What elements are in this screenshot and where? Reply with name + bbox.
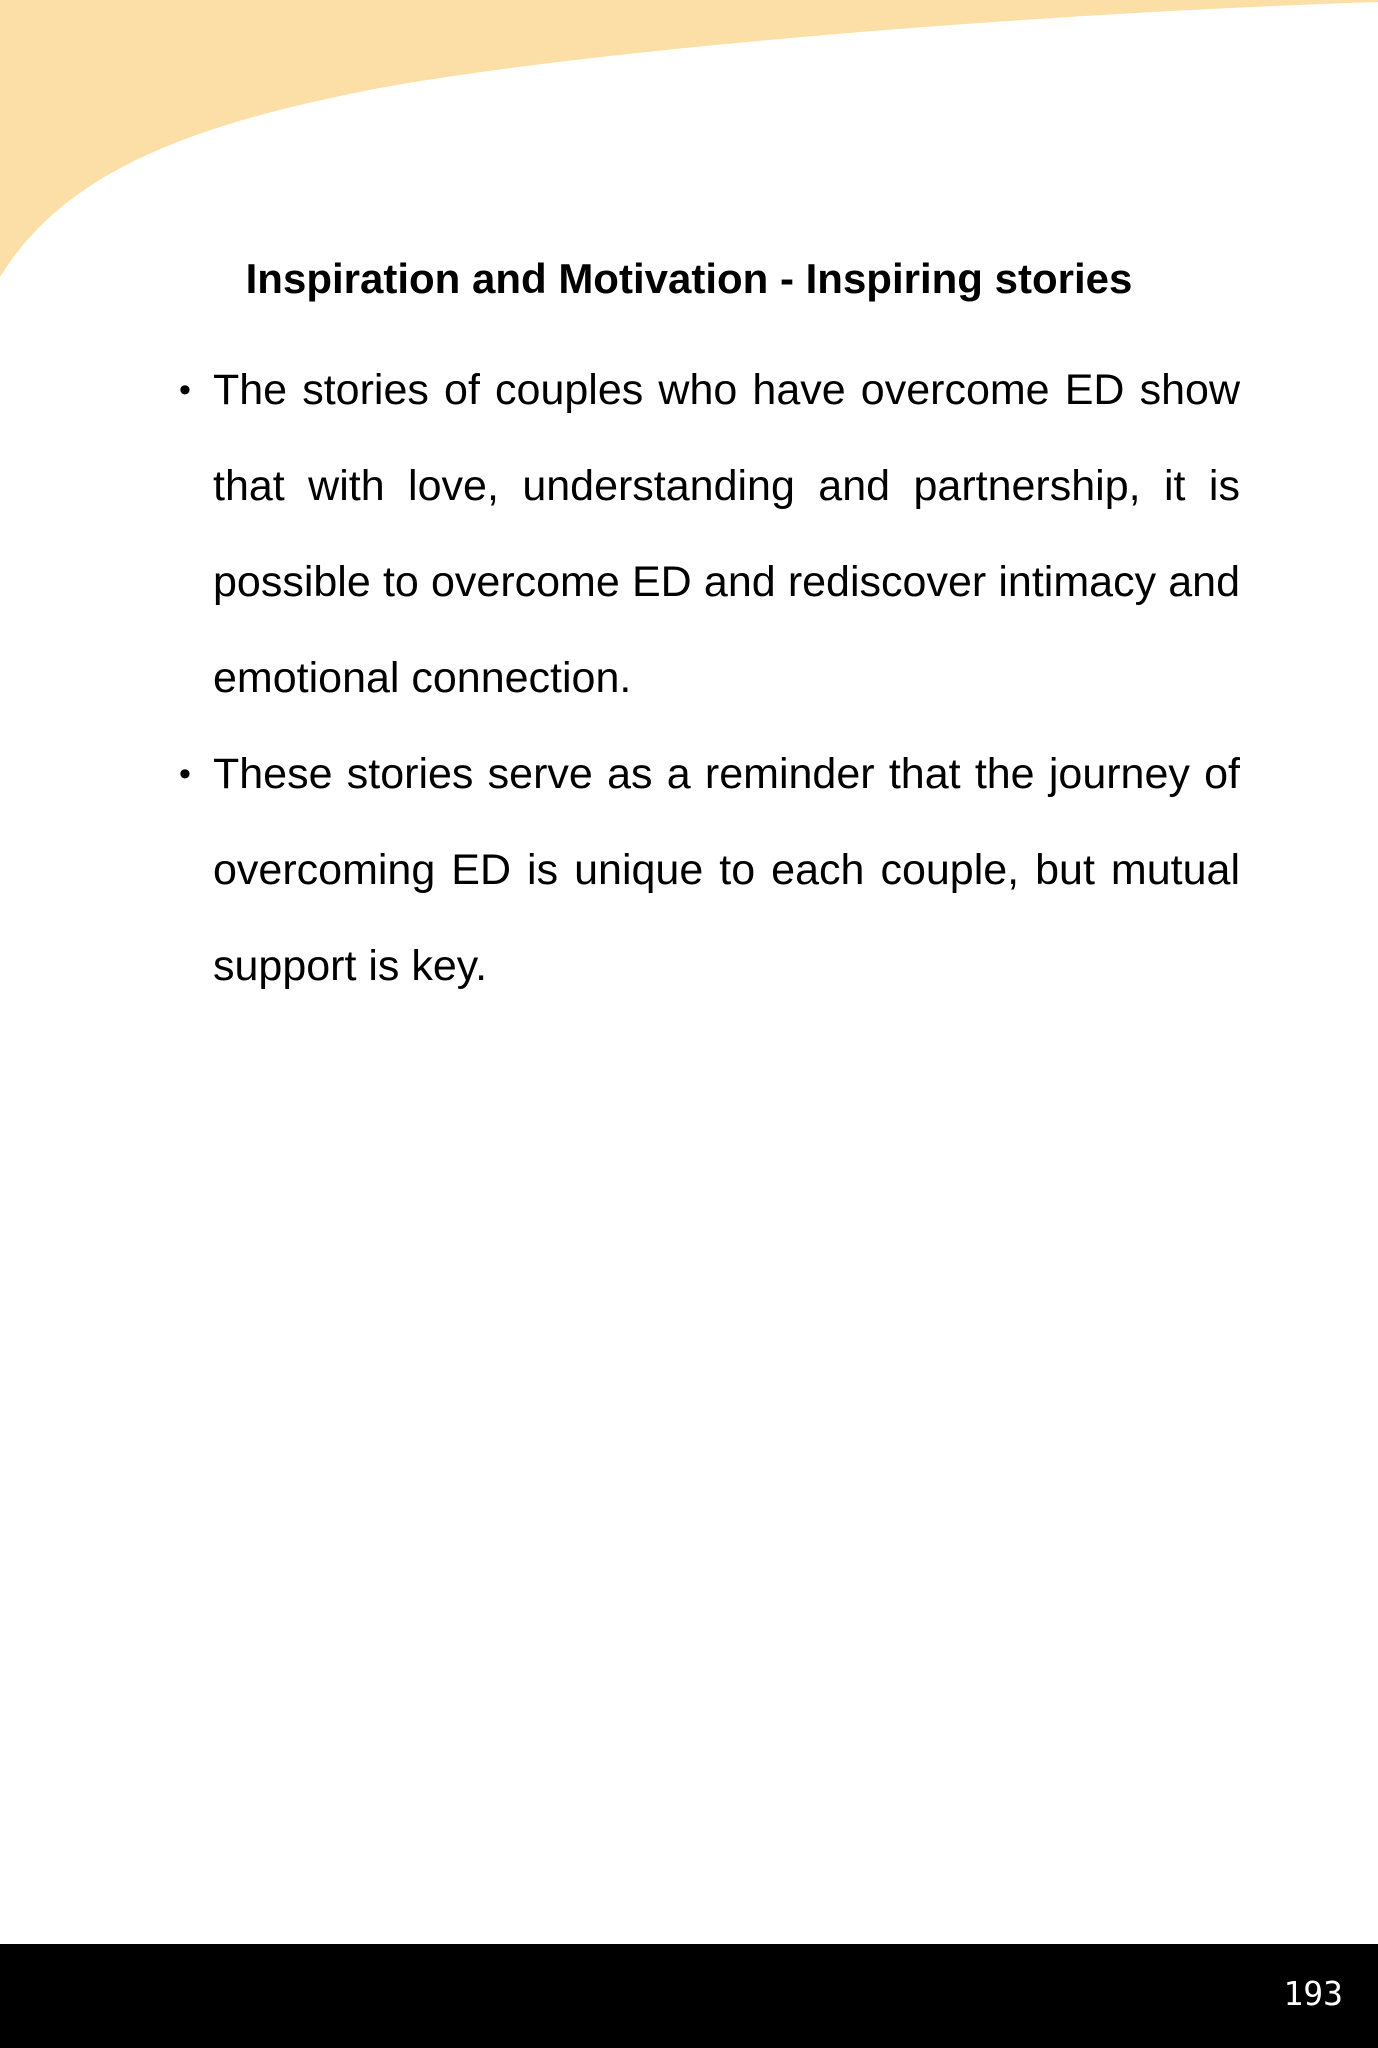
bullet-icon: • <box>179 371 191 409</box>
bullet-icon: • <box>179 755 191 793</box>
footer-bar <box>0 1944 1378 2048</box>
page-title: Inspiration and Motivation - Inspiring stories <box>245 255 1133 302</box>
list-item <box>179 726 1240 1014</box>
bullet-text: These stories serve as a reminder that the journey of overcoming ED is unique to each couple, but mutual support is key. <box>213 750 1240 990</box>
page-number: 193 <box>1283 1974 1343 2013</box>
bullet-text: The stories of couples who have overcome ED show that with love, understanding and partnership, it is possible to overcome ED and rediscover intimacy and emotional connection. <box>213 366 1240 702</box>
bullet-list <box>179 342 1240 1014</box>
wave-shape <box>0 0 1378 277</box>
list-item <box>179 342 1240 726</box>
